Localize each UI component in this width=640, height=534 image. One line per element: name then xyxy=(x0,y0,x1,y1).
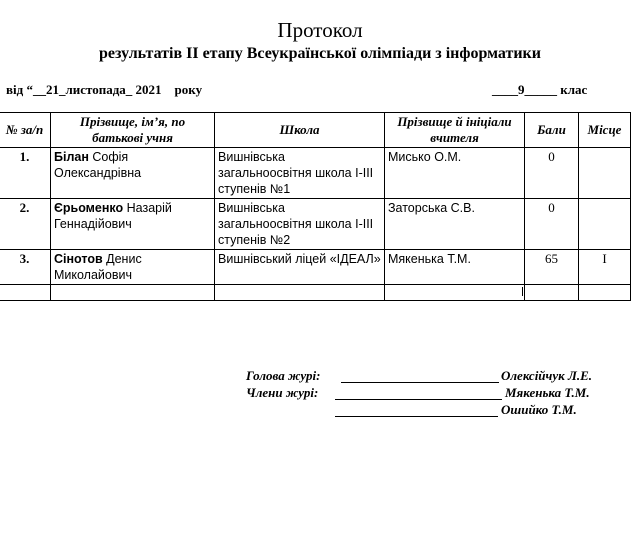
jury-member1-name: Мякенька Т.М. xyxy=(505,385,590,400)
header-points: Бали xyxy=(525,113,579,148)
school-cell: Вишнівський ліцей «ІДЕАЛ» xyxy=(215,250,385,285)
points-cell: 0 xyxy=(525,199,579,250)
table-row xyxy=(0,199,631,250)
teacher-cell: Мякенька Т.М. xyxy=(385,250,525,285)
jury-member2-name: Ошийко Т.М. xyxy=(501,402,577,417)
table-row-empty xyxy=(0,285,631,301)
student-surname: Білан xyxy=(54,150,89,164)
school-cell: Вишнівська загальноосвітня школа І-ІІІ ступенів №2 xyxy=(215,199,385,250)
empty-cell xyxy=(0,285,51,301)
empty-cell xyxy=(579,285,631,301)
student-surname: Єрьоменко xyxy=(54,201,124,215)
grade-line: ____9_____ клас xyxy=(492,82,588,97)
student-cell xyxy=(51,148,215,199)
jury-head-signature-line xyxy=(341,370,499,383)
place-cell: I xyxy=(579,250,631,285)
document-subtitle: результатів ІІ етапу Всеукраїнської олімпіади з інформатики xyxy=(99,45,541,62)
table-row xyxy=(0,250,631,285)
empty-cell xyxy=(525,285,579,301)
student-cell xyxy=(51,250,215,285)
header-number: № за/п xyxy=(0,113,51,148)
empty-cell xyxy=(385,285,525,301)
empty-cell xyxy=(215,285,385,301)
jury-members-label: Члени журі: xyxy=(246,385,319,400)
teacher-cell: Мисько О.М. xyxy=(385,148,525,199)
points-cell: 65 xyxy=(525,250,579,285)
header-student: Прізвище, ім’я, по батькові учня xyxy=(51,113,215,148)
date-line: від “__21_листопада_ 2021 року xyxy=(6,82,203,97)
student-cell xyxy=(51,199,215,250)
place-cell xyxy=(579,148,631,199)
points-cell: 0 xyxy=(525,148,579,199)
student-given-names: Софія Олександрівна xyxy=(54,150,142,180)
header-teacher: Прізвище й ініціали вчителя xyxy=(385,113,525,148)
empty-cell xyxy=(51,285,215,301)
table-row xyxy=(0,148,631,199)
row-number: 1. xyxy=(0,148,51,199)
row-number: 3. xyxy=(0,250,51,285)
header-place: Місце xyxy=(579,113,631,148)
row-number: 2. xyxy=(0,199,51,250)
table-header-row xyxy=(0,113,631,148)
jury-head-name: Олексійчук Л.Е. xyxy=(501,368,593,383)
place-cell xyxy=(579,199,631,250)
document-title: Протокол xyxy=(277,18,363,42)
jury-member2-signature-line xyxy=(335,404,498,417)
jury-member1-signature-line xyxy=(335,387,502,400)
teacher-cell: Заторська С.В. xyxy=(385,199,525,250)
results-table xyxy=(0,112,631,301)
student-surname: Сінотов xyxy=(54,252,103,266)
student-given-names: Назарій Геннадійович xyxy=(54,201,172,231)
table-mark xyxy=(522,287,523,296)
student-given-names: Денис Миколайович xyxy=(54,252,142,282)
jury-head-label: Голова журі: xyxy=(246,368,321,383)
header-school: Школа xyxy=(215,113,385,148)
school-cell: Вишнівська загальноосвітня школа І-ІІІ ступенів №1 xyxy=(215,148,385,199)
